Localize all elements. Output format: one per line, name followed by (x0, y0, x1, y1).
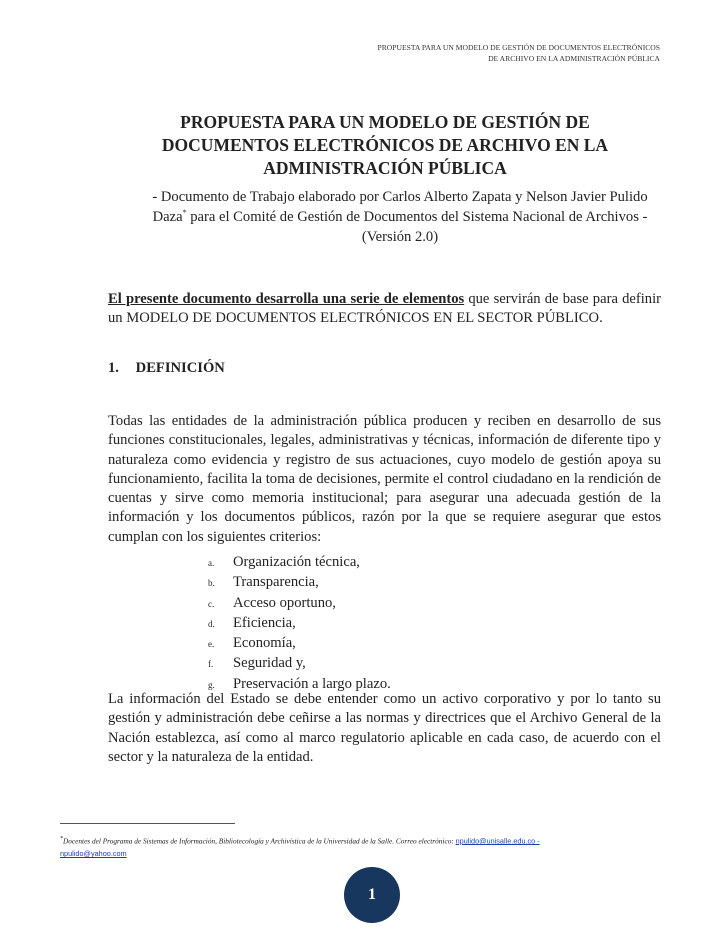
list-item (208, 573, 391, 593)
list-marker: f. (208, 659, 214, 670)
definition-paragraph: Todas las entidades de la administración pública producen y reciben en desarrollo de sus funciones constitucionales, legales, administrativas y técnicas, información de diferente tipo y naturaleza como evidencia y registro de sus actuaciones, cuyo modelo de gestión apoya su funcionamiento, facilita la toma de decisiones, permite el control ciudadano en la rendición de cuentas y sirve como memoria institucional; para asegurar una adecuada gestión de la información y los documentos públicos, razón por la que se requiere asegurar que estos cumplan con los siguientes criterios: (108, 413, 661, 545)
email-link-unisalle[interactable]: npulido@unisalle.edu.co - (455, 836, 540, 846)
section-number: 1. (108, 360, 119, 376)
title-line-3: ADMINISTRACIÓN PÚBLICA (263, 158, 507, 178)
running-header-line-2: DE ARCHIVO EN LA ADMINISTRACIÓN PÚBLICA (488, 54, 660, 63)
title-line-2: DOCUMENTOS ELECTRÓNICOS DE ARCHIVO EN LA (161, 135, 609, 155)
intro-paragraph (108, 290, 661, 329)
list-item-text: Transparencia, (233, 574, 319, 591)
intro-underlined-text: El presente documento desarrolla una serie de elementos (108, 291, 465, 307)
list-item (208, 614, 391, 634)
list-marker: c. (208, 598, 215, 609)
subtitle-part-1: - Documento de Trabajo elaborado por Carlos Alberto Zapata y Nelson Javier Pulido Daza (152, 189, 648, 225)
page-number: 1 (368, 886, 376, 903)
running-header (260, 42, 660, 64)
intro-rest-text: que servirán de base para definir un MODELO DE DOCUMENTOS ELECTRÓNICOS EN EL SECTOR PÚBLICO. (108, 291, 661, 327)
list-item-text: Eficiencia, (233, 614, 296, 631)
document-subtitle (150, 187, 650, 247)
footnote-text: Docentes del Programa de Sistemas de Información, Bibliotecología y Archivística de la Universidad de la Salle. Correo electrónico: (63, 836, 456, 846)
information-paragraph: La información del Estado se debe entender como un activo corporativo y por lo tanto su gestión y administración debe ceñirse a las normas y directrices que el Archivo General de la Nación establezca, así como al marco regulatorio aplicable en cada caso, de acuerdo con el sector y la naturaleza de la entidad. (108, 691, 661, 765)
list-marker: a. (208, 558, 215, 568)
footnote-separator (60, 823, 235, 824)
list-item (208, 634, 391, 654)
list-marker: g. (208, 679, 215, 690)
subtitle-footnote-mark: * (182, 208, 187, 218)
list-marker: b. (208, 578, 215, 589)
list-item-text: Acceso oportuno, (233, 594, 336, 611)
list-item (208, 654, 391, 674)
criteria-list (208, 553, 391, 695)
list-item-text: Organización técnica, (233, 554, 360, 570)
email-link-yahoo[interactable]: npulido@yahoo.com (60, 849, 127, 859)
document-title (150, 111, 620, 180)
list-item-text: Seguridad y, (233, 655, 306, 672)
section-title: DEFINICIÓN (135, 360, 225, 376)
list-marker: d. (208, 618, 215, 629)
title-line-1: PROPUESTA PARA UN MODELO DE GESTIÓN DE (180, 112, 590, 132)
list-item (208, 553, 391, 573)
list-item-text: Economía, (233, 635, 296, 652)
list-marker: e. (208, 639, 215, 650)
list-item (208, 594, 391, 614)
footnote (60, 833, 680, 860)
subtitle-part-2: para el Comité de Gestión de Documentos del Sistema Nacional de Archivos - (Versión 2.0) (186, 209, 648, 245)
running-header-line-1: PROPUESTA PARA UN MODELO DE GESTIÓN DE DOCUMENTOS ELECTRÓNICOS (377, 43, 660, 52)
footnote-mark: * (60, 836, 63, 842)
page-number-badge (344, 867, 400, 923)
section-heading (108, 360, 225, 377)
list-item-text: Preservación a largo plazo. (233, 675, 391, 692)
